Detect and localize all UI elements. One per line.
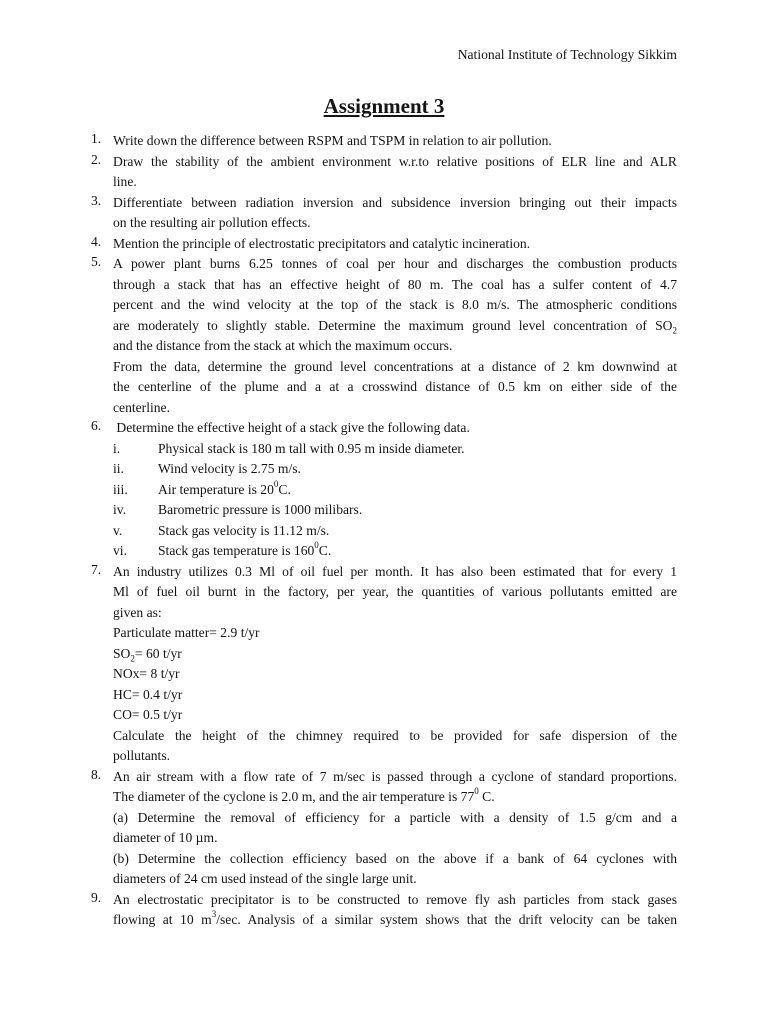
question-text: centerline.: [113, 399, 170, 415]
question-number: 7.: [91, 561, 102, 577]
question-list: [91, 131, 677, 931]
question-text: [113, 787, 677, 808]
question-8: [91, 767, 677, 890]
question-text: pollutants.: [113, 748, 171, 763]
question-text: Ml of fuel oil burnt in the factory, per year, the quantities of various pollutants emitted are: [113, 584, 677, 599]
subscript: 2: [672, 325, 677, 336]
superscript: 3: [211, 909, 217, 920]
superscript: 0: [474, 786, 479, 797]
question-number: 8.: [91, 766, 102, 782]
text-segment: are moderately to slightly stable. Determine the maximum ground level concentration of SO: [113, 317, 673, 333]
pollutant-nox: NOx= 8 t/yr: [113, 666, 180, 681]
institute-header: National Institute of Technology Sikkim: [457, 47, 677, 62]
pollutant-particulate: Particulate matter= 2.9 t/yr: [113, 625, 260, 640]
question-text: [113, 910, 677, 931]
pollutant-co: CO= 0.5 t/yr: [113, 707, 183, 722]
question-2: [91, 152, 677, 193]
text-segment: /sec. Analysis of a similar system shows that the drift velocity can be taken: [216, 912, 677, 927]
list-item: [113, 500, 677, 521]
item-text: Barometric pressure is 1000 milibars.: [158, 502, 363, 517]
question-4: [91, 234, 677, 255]
question-text: Differentiate between radiation inversion and subsidence inversion bringing out their impacts: [113, 194, 677, 210]
question-5: [91, 254, 677, 418]
question-text: Draw the stability of the ambient environment w.r.to relative positions of ELR line and ALR: [113, 153, 677, 169]
question-text: diameter of 10 µm.: [113, 830, 218, 845]
pollutant-hc: HC= 0.4 t/yr: [113, 686, 183, 702]
question-text: Calculate the height of the chimney required to be provided for safe dispersion of the: [113, 727, 677, 743]
question-text: the centerline of the plume and a at a crosswind distance of 0.5 km on either side of the: [113, 379, 677, 394]
roman-numeral: iii.: [113, 481, 128, 497]
item-text: Wind velocity is 2.75 m/s.: [158, 461, 301, 476]
question-text: (b) Determine the collection efficiency based on the above if a bank of 64 cyclones with: [113, 850, 677, 866]
question-number: 6.: [91, 418, 102, 433]
list-item: [113, 439, 677, 460]
question-6: [91, 418, 677, 562]
text-segment: = 60 t/yr: [134, 645, 182, 661]
roman-numeral: vi.: [113, 543, 127, 558]
question-text: Mention the principle of electrostatic precipitators and catalytic incineration.: [113, 235, 531, 251]
question-text: (a) Determine the removal of efficiency for a particle with a density of 1.5 g/cm and a: [113, 809, 677, 825]
question-text: and the distance from the stack at which the maximum occurs.: [113, 338, 453, 353]
question-1: [91, 131, 677, 152]
text-segment: C.: [478, 789, 495, 804]
question-9: [91, 890, 677, 931]
question-3: [91, 193, 677, 234]
roman-numeral: v.: [113, 522, 123, 538]
question-number: 4.: [91, 233, 102, 249]
superscript: 0: [314, 540, 319, 551]
text-segment: Air temperature is 20: [158, 481, 274, 497]
question-text: From the data, determine the ground level concentrations at a distance of 2 km downwind at: [113, 358, 677, 374]
page-title: Assignment 3: [323, 94, 445, 118]
item-text: [158, 541, 331, 562]
question-number: 5.: [91, 254, 102, 269]
list-item: [113, 541, 677, 562]
text-segment: SO: [113, 645, 131, 661]
item-text: [158, 480, 291, 501]
question-7: [91, 562, 677, 767]
list-item: [113, 459, 677, 480]
question-number: 2.: [91, 151, 102, 167]
text-segment: flowing at 10 m: [113, 912, 212, 927]
question-text: given as:: [113, 604, 162, 620]
superscript: 0: [273, 478, 279, 489]
question-text: on the resulting air pollution effects.: [113, 215, 311, 230]
question-number: 3.: [91, 192, 102, 208]
item-text: Physical stack is 180 m tall with 0.95 m inside diameter.: [158, 440, 465, 456]
question-text: line.: [113, 174, 137, 189]
item-text: Stack gas velocity is 11.12 m/s.: [158, 522, 330, 538]
question-text: A power plant burns 6.25 tonnes of coal per hour and discharges the combustion products: [113, 256, 677, 271]
question-text: [113, 418, 677, 439]
list-item: [113, 480, 677, 501]
text-segment: C.: [318, 543, 332, 558]
text-segment: Stack gas temperature is 160: [158, 543, 315, 558]
subscript: 2: [130, 653, 135, 664]
question-text: An air stream with a flow rate of 7 m/sec is passed through a cyclone of standard proportions.: [113, 768, 677, 784]
pollutant-so2: [113, 644, 677, 665]
question-number: 9.: [91, 889, 102, 905]
text-segment: The diameter of the cyclone is 2.0 m, and the air temperature is 77: [113, 789, 475, 804]
question-text: An electrostatic precipitator is to be constructed to remove fly ash particles from stack gases: [113, 891, 677, 907]
question-text: percent and the wind velocity at the top of the stack is 8.0 m/s. The atmospheric conditions: [113, 297, 677, 312]
question-text: Write down the difference between RSPM and TSPM in relation to air pollution.: [113, 133, 552, 148]
question-text: [113, 316, 677, 337]
question-number: 1.: [91, 131, 102, 146]
text-segment: Determine the effective height of a stack give the following data.: [116, 420, 470, 435]
roman-numeral: iv.: [113, 502, 127, 517]
roman-numeral: ii.: [113, 461, 124, 476]
question-text: An industry utilizes 0.3 Ml of oil fuel per month. It has also been estimated that for every 1: [113, 563, 677, 579]
question-text: diameters of 24 cm used instead of the single large unit.: [113, 871, 417, 886]
roman-numeral: i.: [113, 440, 121, 456]
question-text: through a stack that has an effective height of 80 m. The coal has a sulfer content of 4.7: [113, 276, 677, 292]
list-item: [113, 521, 677, 542]
text-segment: C.: [278, 481, 291, 497]
